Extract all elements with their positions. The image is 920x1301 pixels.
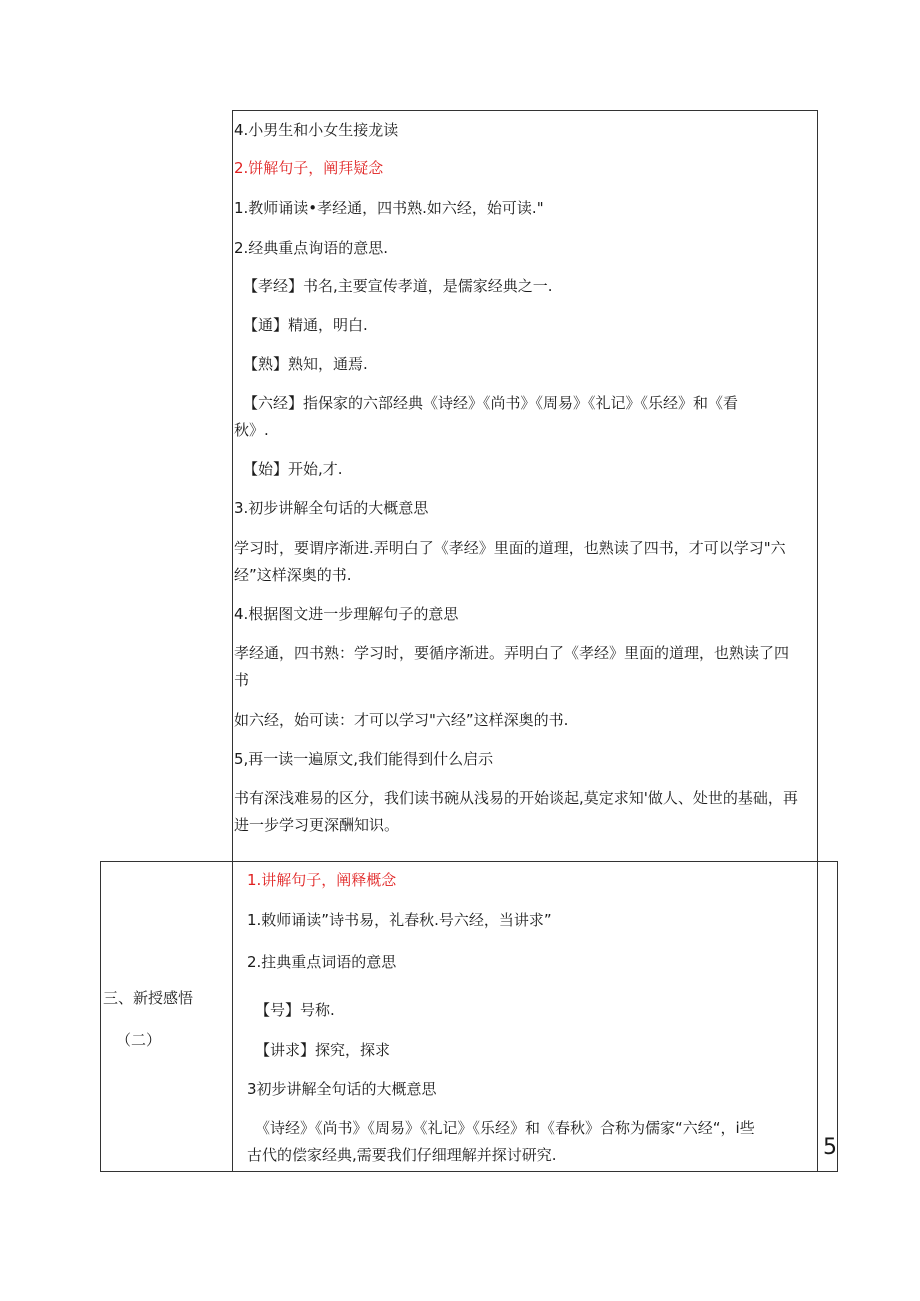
meaning2-line2: 古代的偿家经典,需要我们仔细理解并探讨研究. (247, 1146, 557, 1164)
gloss-shu: 【熟】熟知，通焉. (243, 355, 368, 373)
step-rough-meaning-2: 3初步讲解全句话的大概意思 (247, 1080, 437, 1098)
table-top-border (232, 110, 818, 111)
table-left-border (100, 861, 101, 1172)
explain-line2: 书 (234, 671, 250, 689)
gloss-hao: 【号】号称. (255, 1001, 335, 1019)
page-number: 5 (823, 1135, 837, 1160)
gloss-liujing-line1: 【六经】指保家的六部经典《诗经》《尚书》《周易》《礼记》《乐经》和《看 (243, 394, 739, 412)
table-bottom-border (100, 1171, 838, 1172)
step-relay-reading: 4.小男生和小女生接龙读 (234, 121, 399, 139)
step-reread: 5,再一读一遍原文,我们能得到什么启示 (234, 750, 494, 768)
outer-right-border (837, 861, 838, 1172)
section-label: 三、新授感悟 (103, 989, 194, 1007)
step-rough-meaning: 3.初步讲解全句话的大概意思 (234, 499, 429, 517)
meaning2-line1: 《诗经》《尚书》《周易》《礼记》《乐经》和《春秋》合称为儒家“六经“，i些 (255, 1119, 755, 1137)
step-teacher-reading: 1.教师诵读•孝经通，四书熟.如六经，始可读." (234, 199, 544, 217)
step-teacher-reading-2: 1.敕师诵读”诗书易，礼春秋.号六经，当讲求” (247, 911, 552, 929)
gloss-xiaojing: 【孝经】书名,主要宣传孝道，是儒家经典之一. (243, 277, 553, 295)
bottom-cell-right-border (817, 861, 818, 1172)
insight-line2: 进一步学习更深酬知识。 (234, 816, 400, 834)
insight-line1: 书有深浅难易的区分，我们读书碗从浅易的开始谈起,莫定求知'做人、处世的基础，再 (234, 789, 798, 807)
gloss-tong: 【通】精通，明白. (243, 316, 368, 334)
gloss-liujing-line2: 秋》. (234, 421, 269, 439)
section-heading-explain-2: 1.讲解句子，阐释概念 (247, 871, 397, 889)
row-divider (100, 861, 838, 862)
step-key-words-2: 2.拄典重点词语的意思 (247, 953, 397, 971)
explain-line1: 孝经通，四书熟：学习时，要循序渐进。弄明白了《孝经》里面的道理，也熟读了四 (234, 644, 790, 662)
meaning-line1: 学习时，要谓序渐进.弄明白了《孝经》里面的道理，也熟读了四书，才可以学习"六 (234, 539, 786, 557)
gloss-shi: 【始】开始,才. (243, 460, 343, 478)
top-cell-right-border (817, 110, 818, 862)
section-label-sub: （二） (116, 1031, 162, 1049)
step-key-words: 2.经典重点询语的意思. (234, 239, 389, 257)
step-picture-text: 4.根据图文进一步理解句子的意思 (234, 605, 459, 623)
gloss-jiangqiu: 【讲求】探究，探求 (255, 1041, 391, 1059)
explain-line3: 如六经，始可读：才可以学习"六经”这样深奥的书. (234, 711, 569, 729)
top-cell-left-border (232, 110, 233, 1172)
meaning-line2: 经”这样深奥的书. (234, 566, 352, 584)
section-heading-explain: 2.饼解句子，阐拜疑念 (234, 159, 384, 177)
